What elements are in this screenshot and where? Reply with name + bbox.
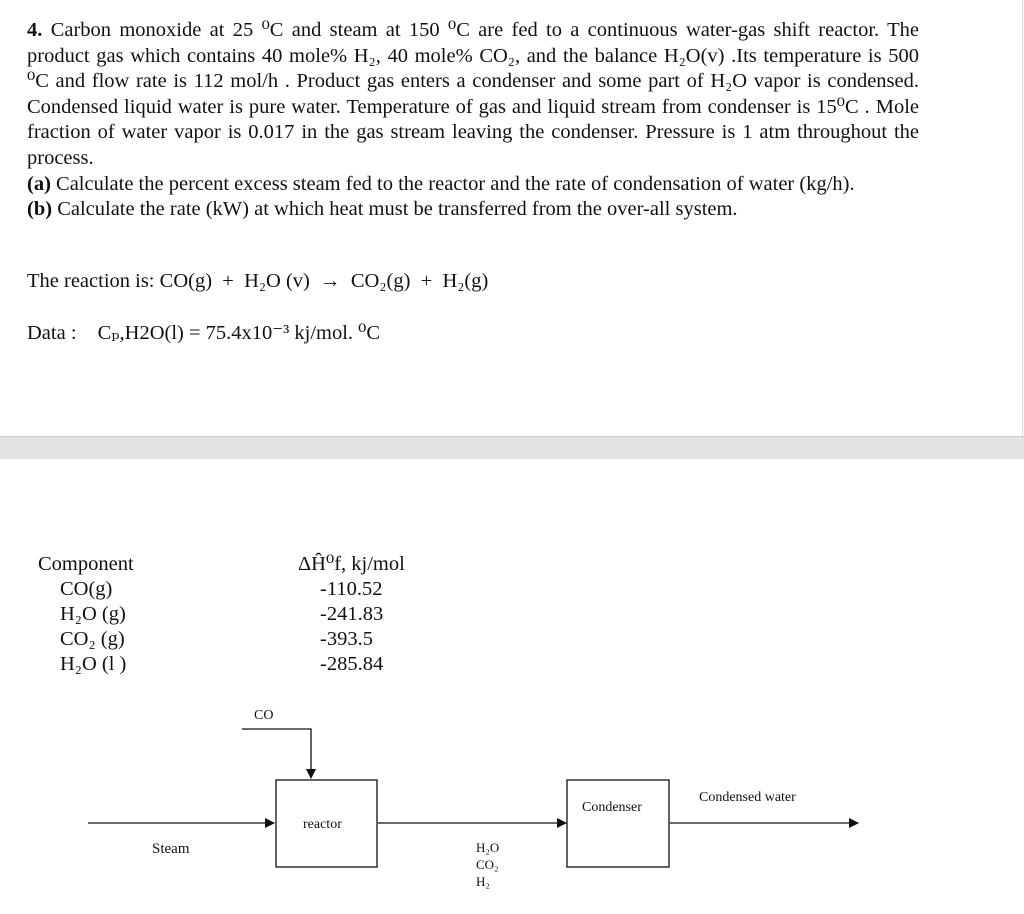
data-label: Data : bbox=[27, 322, 77, 344]
enthalpy-header: ΔĤ⁰f, kj/mol bbox=[298, 553, 405, 575]
enthalpy-cell: -110.52 bbox=[320, 578, 383, 600]
component-cell: CO₂ (g) bbox=[60, 628, 125, 650]
heat-capacity-value: Cₚ,H2O(l) = 75.4x10⁻³ kj/mol. ⁰C bbox=[97, 322, 381, 344]
problem-number: 4. bbox=[27, 19, 43, 41]
component-header: Component bbox=[38, 553, 134, 575]
part-a-label: (a) bbox=[27, 172, 51, 195]
co-feed-label: CO bbox=[254, 708, 274, 723]
co-feed-arrow bbox=[242, 729, 311, 778]
reactor-label: reactor bbox=[303, 817, 342, 832]
steam-label: Steam bbox=[152, 841, 190, 857]
enthalpy-cell: -285.84 bbox=[320, 653, 384, 675]
part-b-text: Calculate the rate (kW) at which heat must be transferred from the over-all system. bbox=[57, 198, 738, 221]
problem-intro: Carbon monoxide at 25 ⁰C and steam at 150 ⁰C are fed to a continuous water-gas shift reactor. The product gas which contains 40 mole% H₂, 40 mole% CO₂, and the balance H₂O(v) .Its temperature is 500 ⁰C and flow rate is 112 mol/h . Product gas enters a condenser and some part of H₂O vapor is condensed. Condensed liquid water is pure water. Temperature of gas and liquid stream from condenser is 15⁰C . Mole fraction of water vapor is 0.017 in the gas stream leaving the condenser. Pressure is 1 atm throughout the process. bbox=[27, 19, 919, 169]
part-a-text: Calculate the percent excess steam fed to the reactor and the rate of condensation of water (kg/h). bbox=[56, 172, 855, 195]
component-cell: H₂O (l ) bbox=[60, 653, 127, 675]
stream-component: H₂ bbox=[476, 874, 490, 889]
reaction-equation: CO(g) + H₂O (v) → CO₂(g) + H₂(g) bbox=[159, 270, 489, 292]
condenser-label: Condenser bbox=[582, 800, 642, 815]
enthalpy-cell: -241.83 bbox=[320, 603, 384, 625]
stream-component: H₂O bbox=[476, 840, 500, 855]
component-cell: CO(g) bbox=[60, 578, 113, 600]
stream-component: CO₂ bbox=[476, 857, 499, 872]
reaction-label: The reaction is: bbox=[27, 270, 155, 292]
component-cell: H₂O (g) bbox=[60, 603, 126, 625]
condenser-box bbox=[567, 780, 669, 867]
part-b-label: (b) bbox=[27, 198, 53, 221]
condensed-water-label: Condensed water bbox=[699, 790, 796, 805]
enthalpy-cell: -393.5 bbox=[320, 628, 373, 650]
